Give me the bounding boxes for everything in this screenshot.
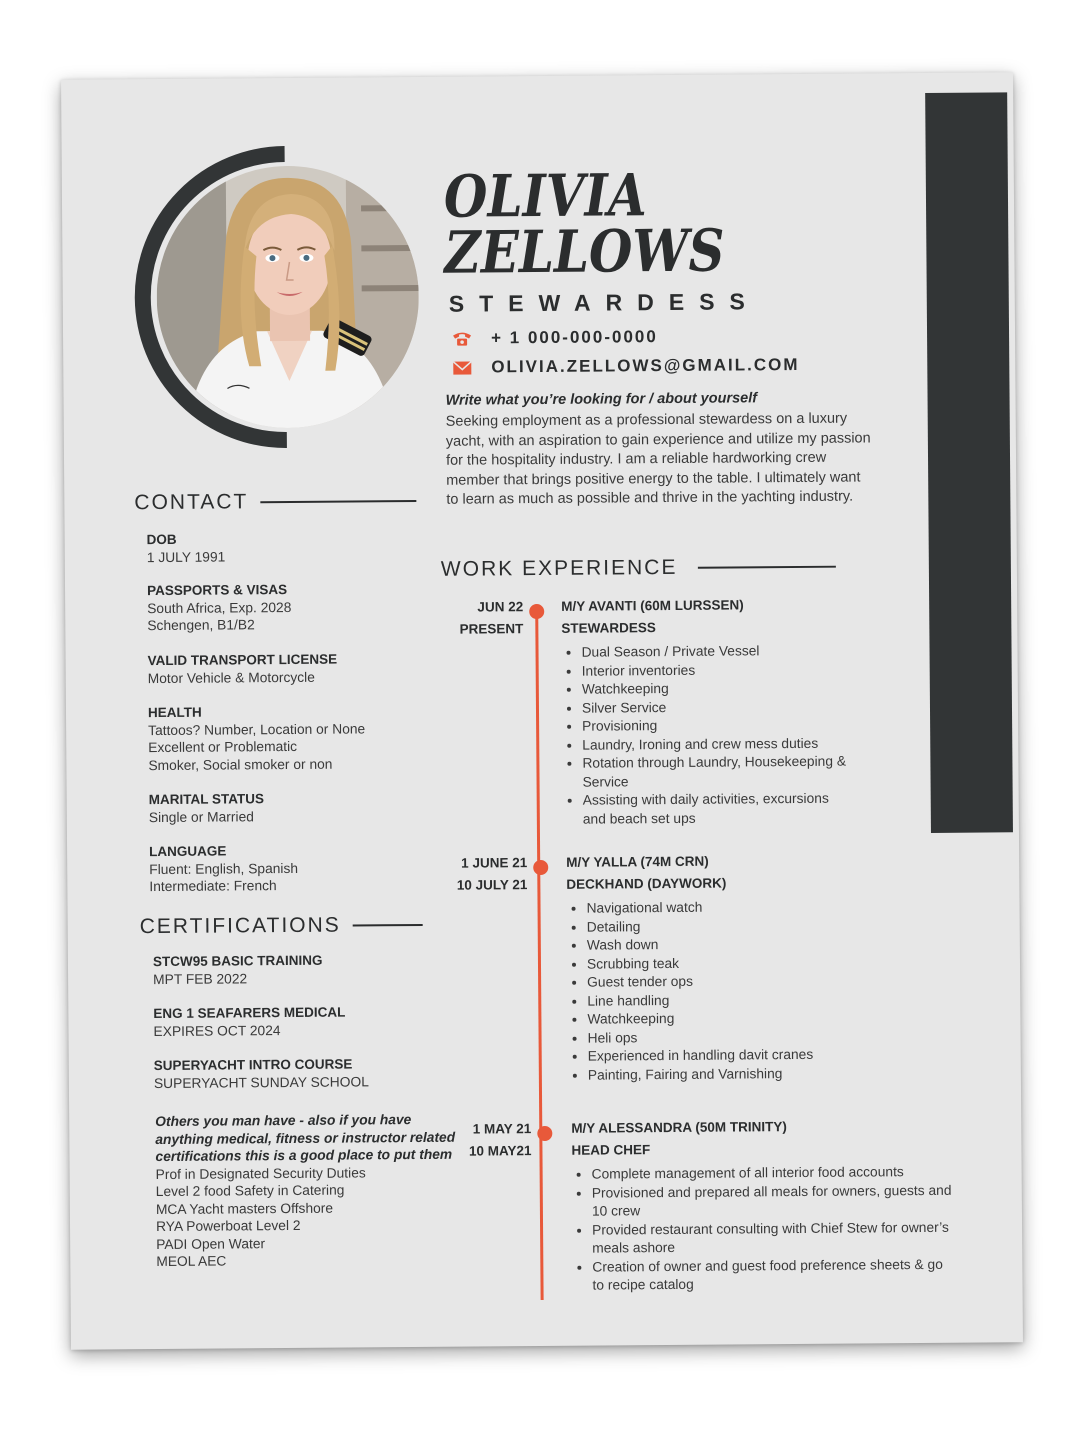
health-block — [148, 702, 366, 774]
profile-photo — [156, 165, 420, 429]
other-cert-item: MCA Yacht masters Offshore — [155, 1200, 334, 1217]
email-address: OLIVIA.ZELLOWS@GMAIL.COM — [491, 354, 800, 377]
language-label: LANGUAGE — [149, 843, 227, 860]
duty-item: • Detailing — [587, 915, 947, 936]
other-cert-item: Prof in Designated Security Duties — [155, 1164, 366, 1182]
marital-label: MARITAL STATUS — [148, 791, 264, 808]
timeline-dot — [529, 604, 544, 619]
timeline-line — [535, 606, 543, 1300]
duty-item: • Watchkeeping — [582, 678, 942, 699]
duty-item: • Provisioning — [582, 715, 942, 736]
duty-item: • Provided restaurant consulting with Chief Stew for owner’s meals ashore — [592, 1218, 952, 1258]
passports-label: PASSPORTS & VISAS — [146, 581, 288, 599]
mail-icon — [451, 360, 473, 376]
job-dates — [403, 596, 523, 641]
license-label: VALID TRANSPORT LICENSE — [147, 651, 338, 669]
about-text: Seeking employment as a professional stewardess on a luxury yacht, with an aspiration to gain experience and utilize my passion for the hospitality industry. I am a reliable hardworking crew member that brings positive energy to the table. I ultimately want to learn as much as possible and thrive in the yachting industry. — [445, 410, 871, 509]
position-title: STEWARDESS — [561, 620, 656, 636]
date-to: 10 MAY21 — [468, 1143, 532, 1159]
duty-item: • Complete management of all interior food accounts — [592, 1163, 952, 1184]
date-from: 1 MAY 21 — [472, 1121, 532, 1137]
phone-line — [451, 327, 658, 349]
work-title-text: WORK EXPERIENCE — [440, 555, 678, 581]
duty-item: • Scrubbing teak — [587, 952, 947, 973]
resume-page — [61, 72, 1023, 1349]
date-from: JUN 22 — [477, 599, 524, 615]
work-title-rule — [697, 566, 835, 569]
duty-item: • Watchkeeping — [587, 1008, 947, 1029]
contact-section-title — [134, 489, 416, 515]
timeline-dot — [533, 860, 548, 875]
cert-value: SUPERYACHT SUNDAY SCHOOL — [153, 1073, 369, 1091]
dob-label: DOB — [146, 531, 177, 548]
about-heading: Write what you’re looking for / about yourself — [445, 390, 758, 409]
phone-icon — [451, 331, 473, 347]
other-cert-item: MEOL AEC — [156, 1253, 227, 1270]
others-note: Others you man have - also if you have anything medical, fitness or instructor related certifications this is a good place to put them — [155, 1112, 456, 1165]
job-dates — [407, 852, 527, 897]
cert-value: EXPIRES OCT 2024 — [153, 1022, 281, 1039]
cert-label: ENG 1 SEAFARERS MEDICAL — [153, 1004, 346, 1022]
vessel-name: M/Y AVANTI (60M LURSSEN) — [561, 597, 744, 614]
cert-label: STCW95 BASIC TRAINING — [152, 952, 323, 970]
duty-item: • Dual Season / Private Vessel — [581, 641, 941, 662]
date-to: 10 JULY 21 — [456, 877, 528, 893]
vessel-name: M/Y ALESSANDRA (50M TRINITY) — [571, 1119, 787, 1136]
other-cert-item: Level 2 food Safety in Catering — [155, 1182, 345, 1200]
duty-item: • Rotation through Laundry, Housekeeping & Service — [582, 753, 852, 792]
contact-title-rule — [260, 500, 416, 503]
health-label: HEALTH — [147, 704, 202, 721]
date-from: 1 JUNE 21 — [461, 855, 528, 871]
dob-block — [147, 530, 226, 566]
job-dates — [411, 1118, 531, 1163]
candidate-name — [443, 161, 725, 287]
health-line-3: Smoker, Social smoker or non — [148, 756, 333, 773]
license-value: Motor Vehicle & Motorcycle — [147, 669, 315, 686]
email-line — [451, 355, 799, 378]
certifications-title-rule — [353, 924, 423, 927]
passports-block — [147, 581, 292, 635]
job-role: STEWARDESS — [448, 288, 760, 317]
contact-title-text: CONTACT — [134, 490, 249, 515]
duty-item: • Silver Service — [582, 696, 942, 717]
duties-list — [561, 641, 942, 829]
cert-label: SUPERYACHT INTRO COURSE — [153, 1056, 353, 1074]
certifications-section-title — [140, 913, 423, 939]
certifications-title-text: CERTIFICATIONS — [139, 913, 341, 939]
job-entry — [561, 593, 943, 829]
passports-line-2: Schengen, B1/B2 — [147, 617, 255, 634]
job-entry — [566, 849, 948, 1085]
language-block — [149, 842, 298, 896]
first-name: OLIVIA — [443, 161, 647, 231]
duty-item: • Creation of owner and guest food preference sheets & go to recipe catalog — [592, 1255, 952, 1295]
marital-block — [149, 790, 265, 826]
marital-value: Single or Married — [148, 808, 254, 825]
duties-list — [572, 1163, 953, 1295]
passports-line-1: South Africa, Exp. 2028 — [147, 599, 292, 616]
last-name: ZELLOWS — [444, 216, 725, 287]
dob-value: 1 JULY 1991 — [146, 548, 226, 565]
duty-item: • Experienced in handling davit cranes — [588, 1045, 948, 1066]
phone-number: + 1 000-000-0000 — [490, 327, 658, 348]
license-block — [148, 651, 338, 687]
duty-item: • Painting, Fairing and Varnishing — [588, 1063, 948, 1084]
health-line-2: Excellent or Problematic — [148, 738, 298, 756]
date-to: PRESENT — [459, 621, 524, 637]
duty-item: • Interior inventories — [582, 659, 942, 680]
duty-item: • Assisting with daily activities, excursions and beach set ups — [583, 790, 853, 829]
vessel-name: M/Y YALLA (74M CRN) — [566, 853, 709, 870]
duty-item: • Provisioned and prepared all meals for owners, guests and 10 crew — [592, 1181, 952, 1221]
health-line-1: Tattoos? Number, Location or None — [148, 720, 366, 738]
work-section-title — [441, 555, 836, 582]
duty-item: • Navigational watch — [586, 897, 946, 918]
duties-list — [566, 897, 947, 1085]
language-line-2: Intermediate: French — [149, 878, 277, 895]
other-cert-item: PADI Open Water — [156, 1235, 266, 1252]
duty-item: • Laundry, Ironing and crew mess duties — [582, 733, 942, 754]
cert-item — [154, 1055, 369, 1092]
position-title: DECKHAND (DAYWORK) — [566, 875, 727, 892]
cert-value: MPT FEB 2022 — [153, 970, 248, 987]
timeline-dot — [537, 1126, 552, 1141]
duty-item: • Wash down — [587, 934, 947, 955]
cert-item — [153, 1004, 345, 1041]
other-cert-item: RYA Powerboat Level 2 — [155, 1217, 301, 1235]
job-entry — [571, 1115, 952, 1295]
duty-item: • Line handling — [587, 989, 947, 1010]
position-title: HEAD CHEF — [571, 1142, 651, 1158]
duty-item: • Heli ops — [588, 1026, 948, 1047]
cert-item — [153, 952, 323, 988]
duty-item: • Guest tender ops — [587, 971, 947, 992]
language-line-1: Fluent: English, Spanish — [149, 860, 299, 877]
